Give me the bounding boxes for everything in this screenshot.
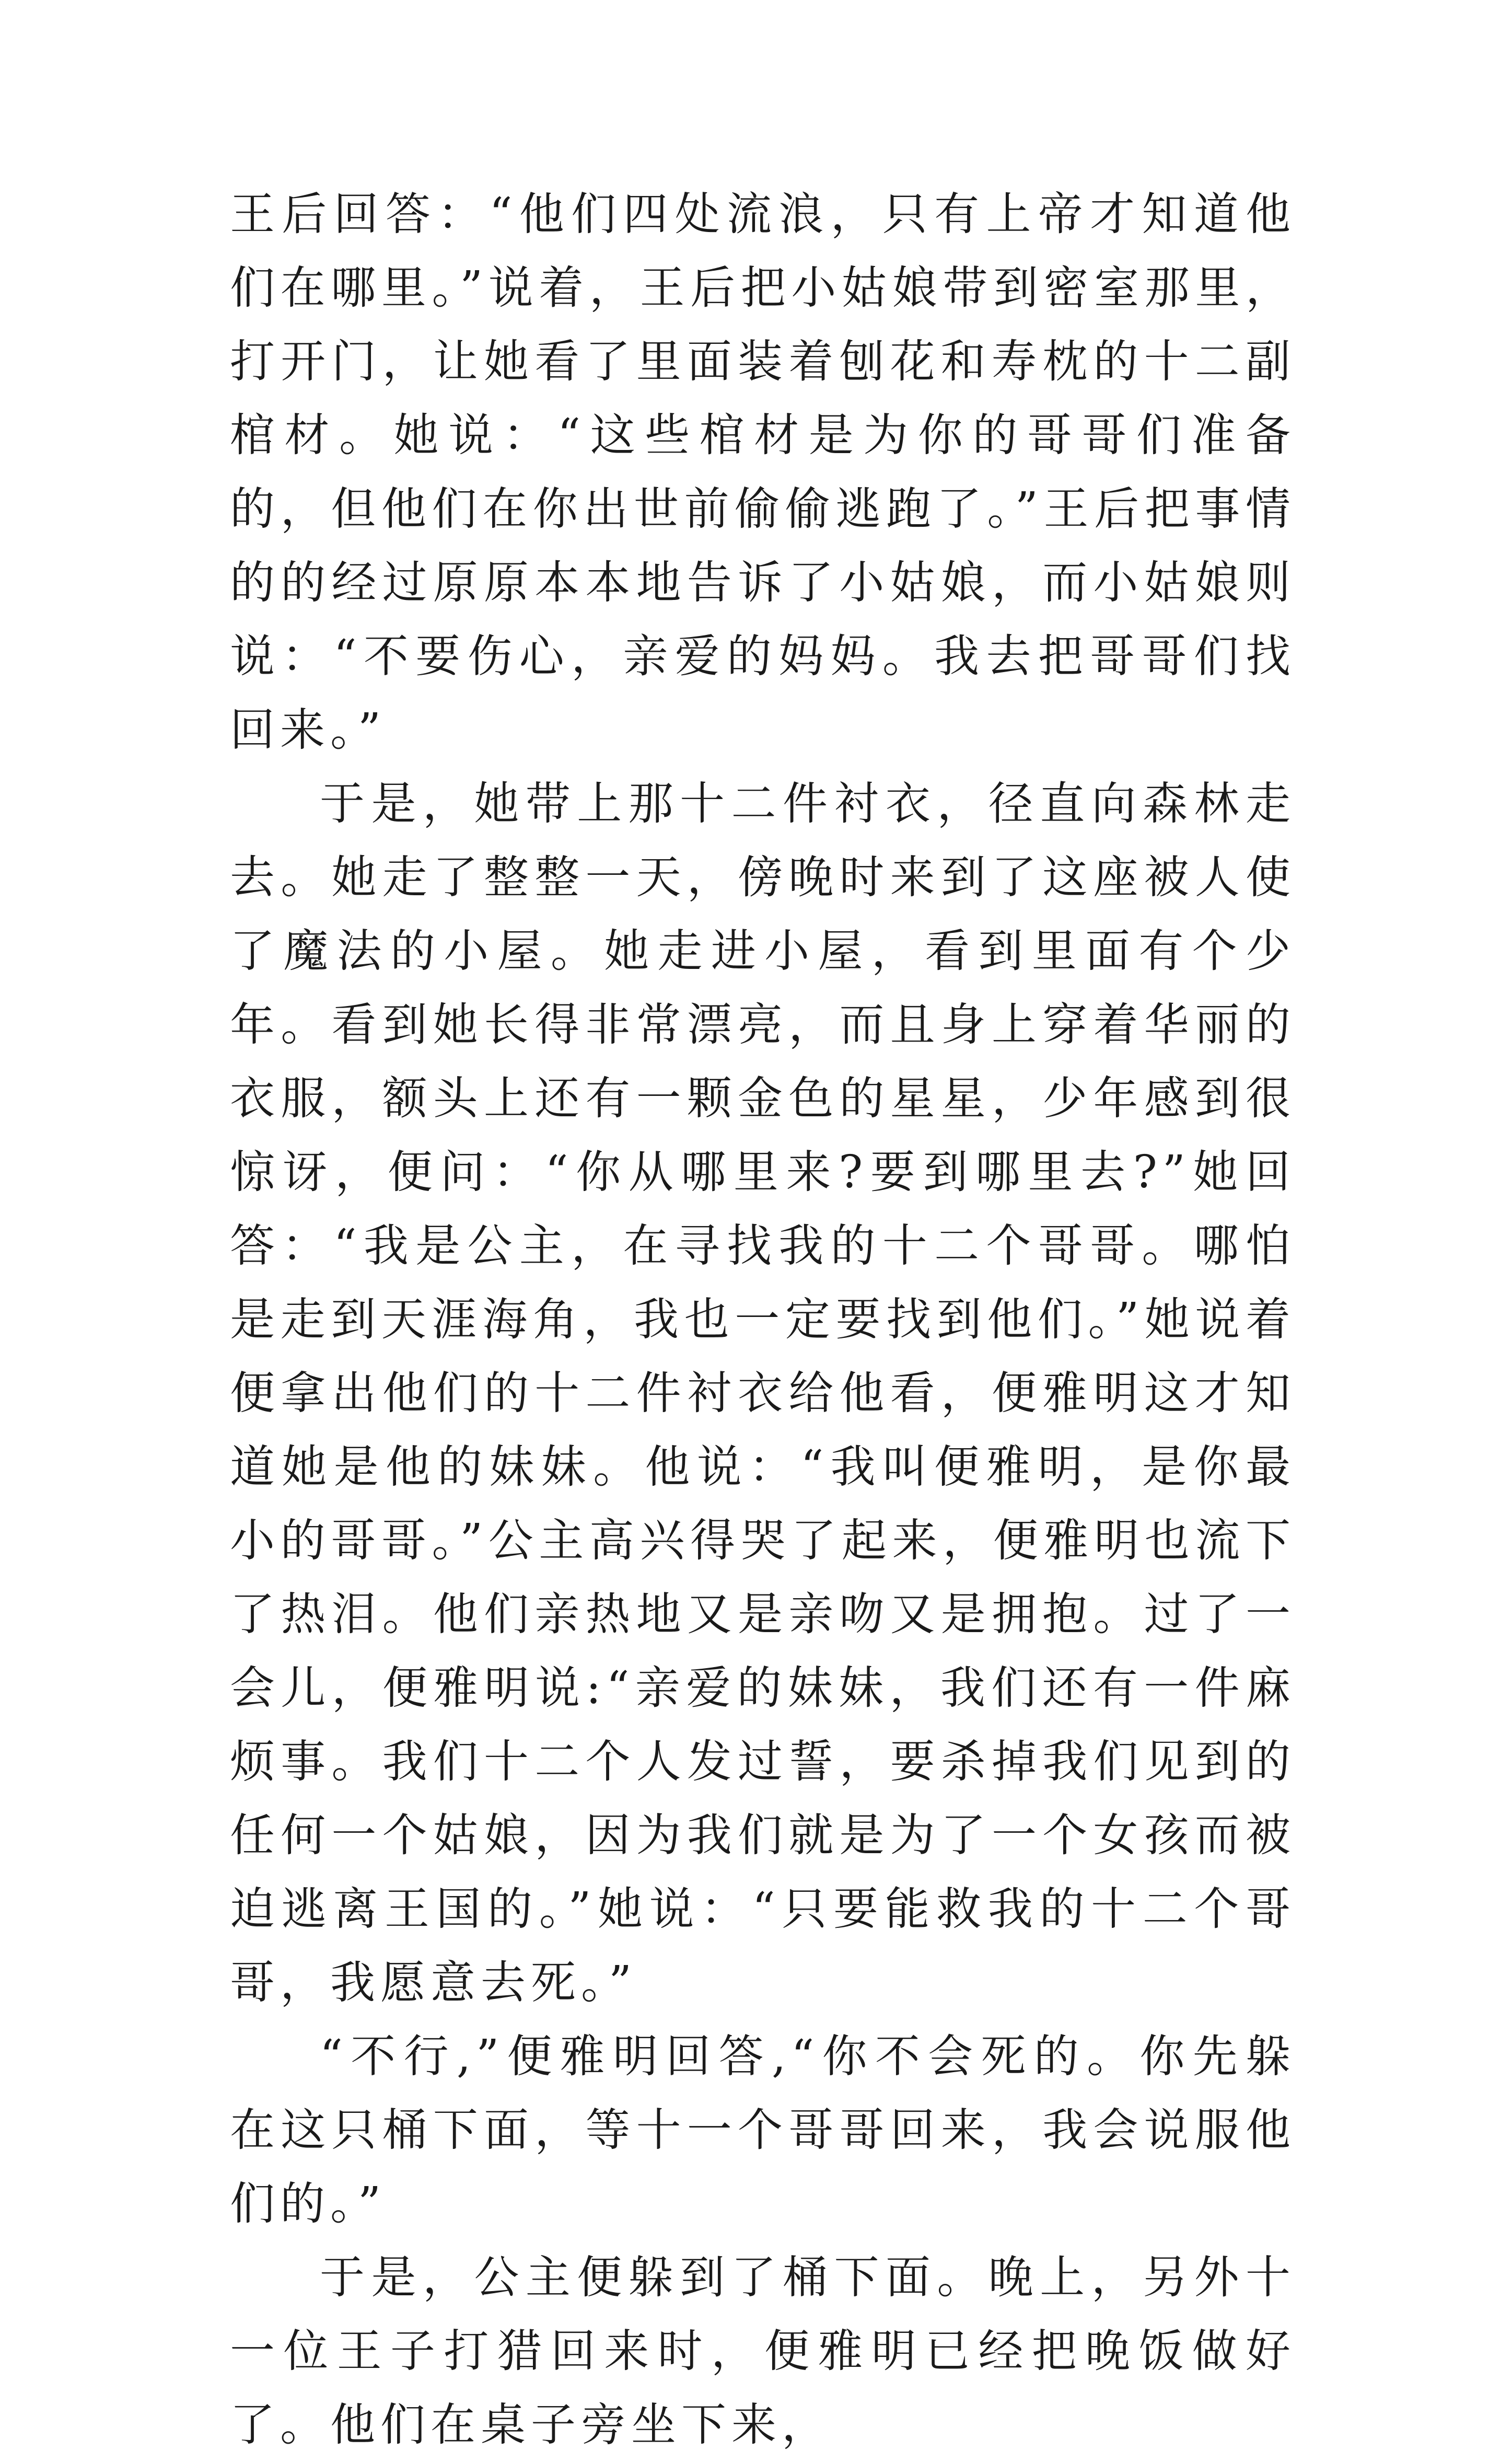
paragraph: 于是，公主便躲到了桶下面。晚上，另外十一位王子打猎回来时，便雅明已经把晚饭做好了。他们在桌子旁坐下来， — [230, 2251, 1296, 2451]
paragraph: 于是，她带上那十二件衬衣，径直向森林走去。她走了整整一天，傍晚时来到了这座被人使了魔法的小屋。她走进小屋，看到里面有个少年。看到她长得非常漂亮，而且身上穿着华丽的衣服，额头上还有一颗金色的星星，少年感到很惊讶，便问：“你从哪里来?要到哪里去?”她回答：“我是公主，在寻找我的十二个哥哥。哪怕是走到天涯海角，我也一定要找到他们。”她说着便拿出他们的十二件衬衣给他看，便雅明这才知道她是他的妹妹。他说：“我叫便雅明，是你最小的哥哥。”公主高兴得哭了起来，便雅明也流下了热泪。他们亲热地又是亲吻又是拥抱。过了一会儿，便雅明说:“亲爱的妹妹，我们还有一件麻烦事。我们十二个人发过誓，要杀掉我们见到的任何一个姑娘，因为我们就是为了一个女孩而被迫逃离王国的。”她说：“只要能救我的十二个哥哥，我愿意去死。” — [230, 778, 1296, 2009]
paragraph: 王后回答：“他们四处流浪，只有上帝才知道他们在哪里。”说着，王后把小姑娘带到密室那里，打开门，让她看了里面装着刨花和寿枕的十二副棺材。她说：“这些棺材是为你的哥哥们准备的，但他们在你出世前偷偷逃跑了。”王后把事情的的经过原原本本地告诉了小姑娘，而小姑娘则说：“不要伤心，亲爱的妈妈。我去把哥哥们找回来。” — [230, 188, 1296, 756]
body-text — [230, 178, 1296, 2462]
paragraph: “不行,”便雅明回答,“你不会死的。你先躲在这只桶下面，等十一个哥哥回来，我会说服他们的。” — [230, 2030, 1296, 2230]
